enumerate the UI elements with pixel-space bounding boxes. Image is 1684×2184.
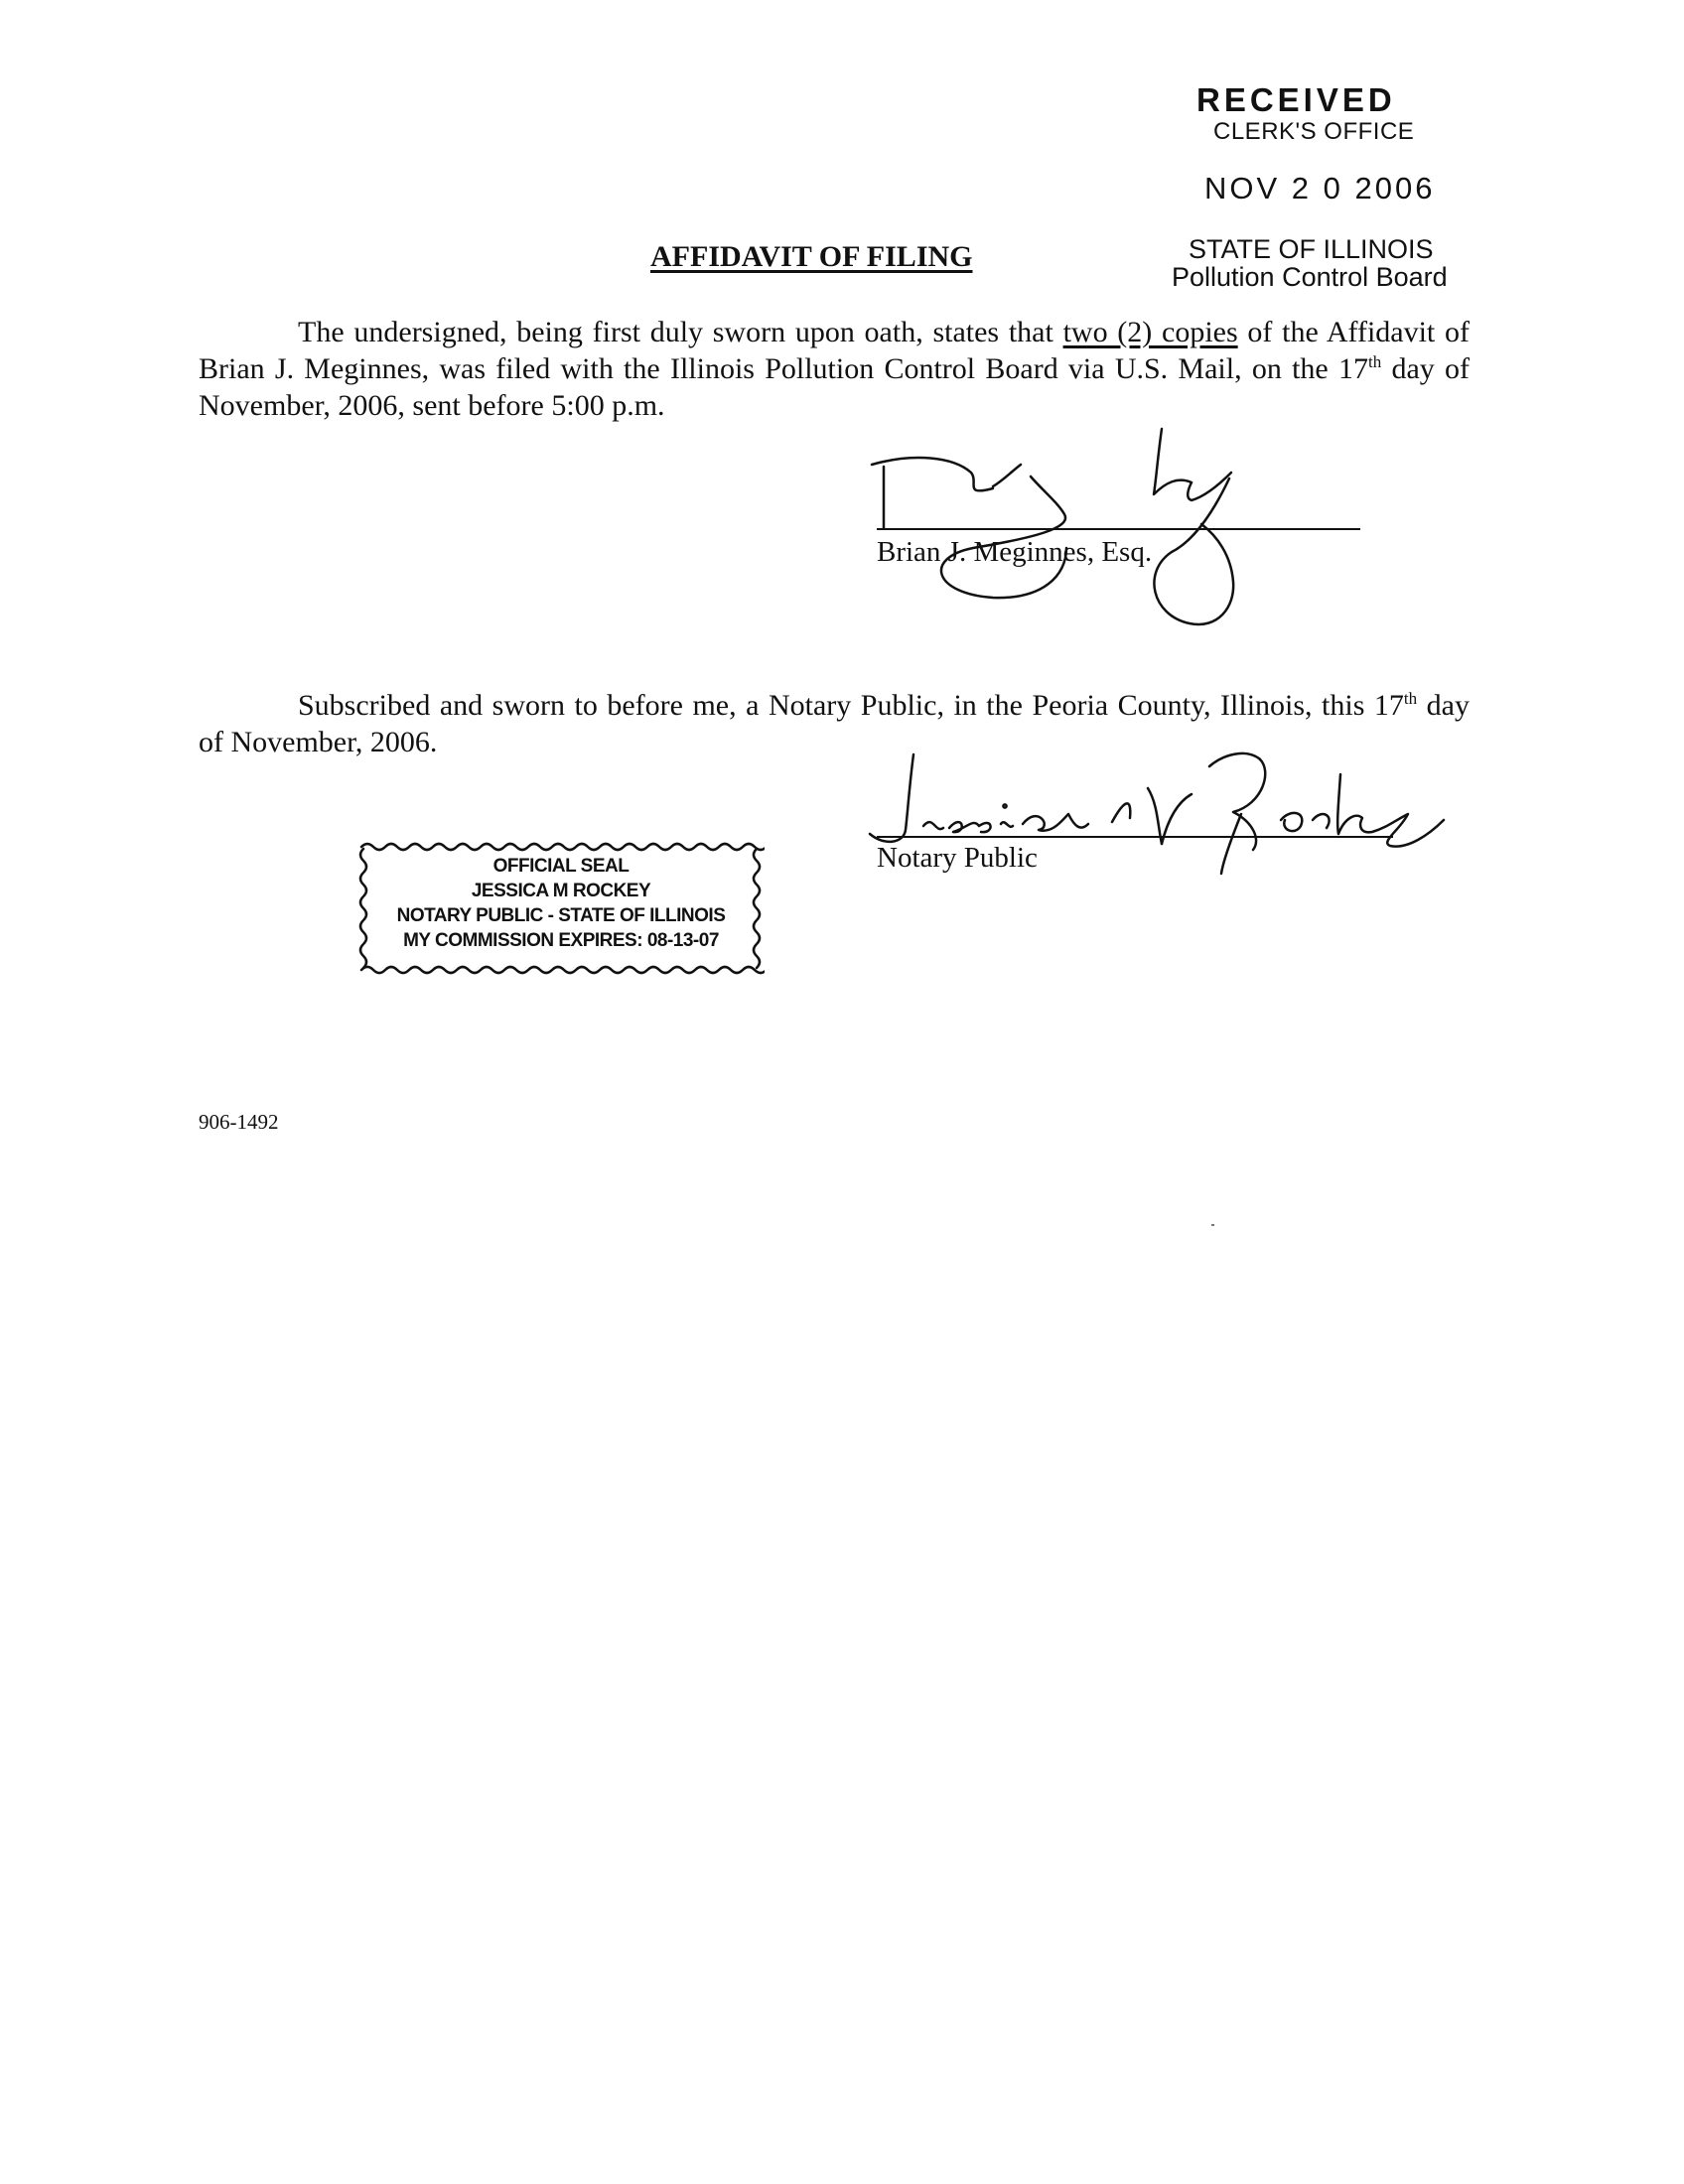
- received-stamp-title: RECEIVED: [1196, 81, 1396, 118]
- filing-statement-ordinal: th: [1367, 352, 1382, 371]
- document-number: 906-1492: [199, 1110, 279, 1134]
- seal-commission-expiry: MY COMMISSION EXPIRES: 08-13-07: [403, 930, 719, 951]
- notary-statement-end: day of November, 2006.: [199, 689, 1470, 758]
- received-stamp-board: Pollution Control Board: [1172, 262, 1448, 292]
- filing-statement-copies: two (2) copies: [1062, 316, 1238, 348]
- official-seal-text: [357, 854, 765, 953]
- received-stamp-state: STATE OF ILLINOIS: [1189, 234, 1434, 264]
- notary-statement-lead: Subscribed and sworn to before me, a Notary Public, in the Peoria County, Illinois, this 17: [298, 689, 1404, 722]
- received-stamp-date: NOV 2 0 2006: [1204, 171, 1436, 205]
- signer-signature-line: [877, 528, 1360, 530]
- seal-state: NOTARY PUBLIC - STATE OF ILLINOIS: [396, 905, 726, 926]
- notary-label: Notary Public: [877, 842, 1038, 874]
- seal-notary-name: JESSICA M ROCKEY: [471, 881, 651, 901]
- notary-signature-line: [877, 836, 1393, 838]
- filing-statement-body: of the Affidavit of Brian J. Meginnes, was filed with the Illinois Pollution Control Board via U.S. Mail, on the 17: [199, 316, 1470, 385]
- filing-statement-lead: The undersigned, being first duly sworn upon oath, states that: [298, 316, 1063, 348]
- signer-name: Brian J. Meginnes, Esq.: [877, 536, 1153, 568]
- received-stamp-office: CLERK'S OFFICE: [1213, 118, 1415, 145]
- filing-statement: [199, 314, 1470, 424]
- notary-statement-ordinal: th: [1403, 689, 1418, 708]
- seal-title: OFFICIAL SEAL: [492, 856, 630, 877]
- scan-speck: [1211, 1224, 1214, 1226]
- filing-statement-end: day of November, 2006, sent before 5:00 p.m.: [199, 352, 1470, 422]
- document-title: AFFIDAVIT OF FILING: [650, 240, 973, 273]
